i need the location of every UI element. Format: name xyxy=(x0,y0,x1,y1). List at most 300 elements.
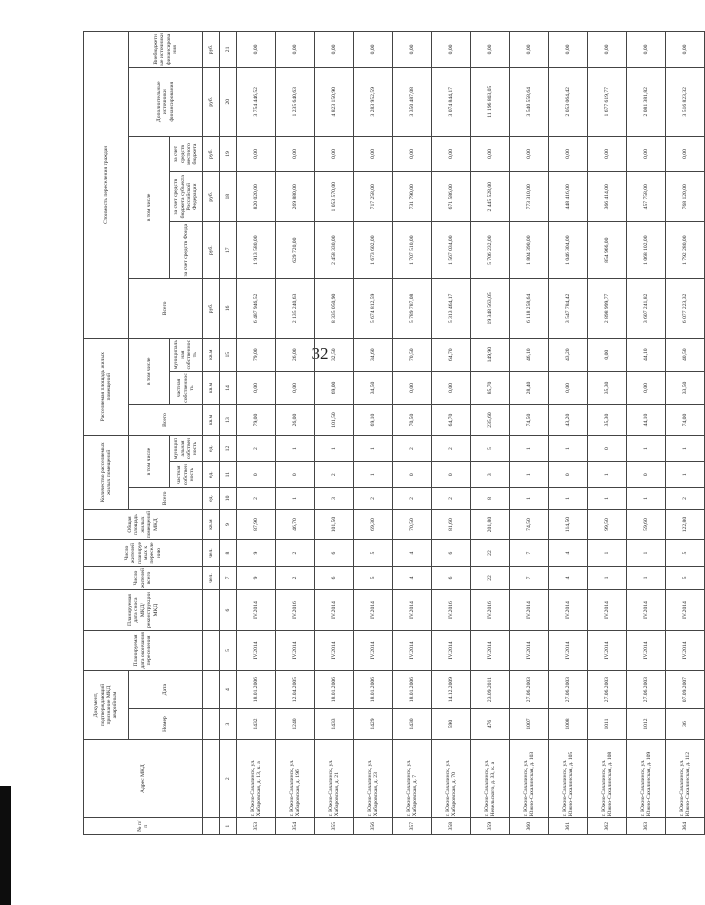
cell-c-fund: 854 966,00 xyxy=(588,222,627,279)
cell-area: 99,50 xyxy=(588,509,627,540)
cell-r-mun: 5 xyxy=(471,435,510,461)
cell-reloc: IV.2014 xyxy=(588,630,627,670)
cell-r-mun: 1 xyxy=(276,435,315,461)
cell-demol: IV.2016 xyxy=(471,590,510,630)
cell-doc-date: 18.01.2006 xyxy=(354,671,393,709)
cell-r-mun: 1 xyxy=(549,435,588,461)
column-number-cell: 10 xyxy=(220,488,237,509)
cell-demol: IV.2014 xyxy=(588,590,627,630)
cell-c-fund: 5 706 232,00 xyxy=(471,222,510,279)
cell-ar-mun: 46,10 xyxy=(510,338,549,371)
cell-r-priv: 1 xyxy=(354,462,393,488)
column-number-row xyxy=(220,32,237,835)
cell-r-mun: 1 xyxy=(627,435,666,461)
column-number-cell: 3 xyxy=(220,709,237,740)
cell-r-mun: 2 xyxy=(432,435,471,461)
header-fund: за счет средств Фонда xyxy=(170,222,203,279)
column-number-cell: 12 xyxy=(220,435,237,461)
unit-cell: руб. xyxy=(203,279,220,338)
cell-ar-total: 26,00 xyxy=(276,405,315,436)
cell-ar-mun: 43,20 xyxy=(549,338,588,371)
cell-area: 69,30 xyxy=(354,509,393,540)
cell-c-reg: 2 445 528,00 xyxy=(471,172,510,222)
cell-res-plan: 1 xyxy=(588,540,627,566)
cell-c-local: 0,00 xyxy=(354,136,393,172)
cell-r-priv: 0 xyxy=(549,462,588,488)
cell-r-priv: 0 xyxy=(627,462,666,488)
cell-r-priv: 0 xyxy=(393,462,432,488)
header-cost-in-that: в том числе xyxy=(129,136,170,279)
cell-res: 4 xyxy=(549,566,588,590)
cell-n: 356 xyxy=(354,818,393,835)
cell-res: 1 xyxy=(627,566,666,590)
cell-c-reg: 820 020,00 xyxy=(237,172,276,222)
cell-c-excess: 0,00 xyxy=(393,32,432,68)
cell-doc-no: 1240 xyxy=(276,709,315,740)
cell-res-plan: 7 xyxy=(510,540,549,566)
cell-c-excess: 0,00 xyxy=(627,32,666,68)
cell-c-local: 0,00 xyxy=(627,136,666,172)
cell-c-total: 2 898 999,77 xyxy=(588,279,627,338)
column-number-cell: 1 xyxy=(220,818,237,835)
header-planned-relocation: Планируемая дата окончания переселения xyxy=(84,630,203,670)
cell-ar-total: 43,20 xyxy=(549,405,588,436)
rotated-table-stage xyxy=(83,31,691,835)
cell-c-excess: 0,00 xyxy=(276,32,315,68)
cell-c-total: 3 547 784,42 xyxy=(549,279,588,338)
cell-doc-no: 476 xyxy=(471,709,510,740)
cell-ar-priv: 0,00 xyxy=(627,371,666,404)
cell-c-fund: 1 804 390,00 xyxy=(510,222,549,279)
unit-cell: кв.м xyxy=(203,509,220,540)
cell-ar-mun: 0,00 xyxy=(588,338,627,371)
cell-c-excess: 0,00 xyxy=(354,32,393,68)
cell-reloc: IV.2014 xyxy=(471,630,510,670)
cell-address: г. Южно-Сахалинск, ул. Хабаровская, д. 23 xyxy=(354,739,393,817)
cell-r-mun: 1 xyxy=(666,435,705,461)
cell-c-total: 2 135 240,63 xyxy=(276,279,315,338)
unit-cell xyxy=(203,739,220,817)
cell-area: 122,80 xyxy=(666,509,705,540)
cell-demol: IV.2016 xyxy=(276,590,315,630)
column-number-cell: 7 xyxy=(220,566,237,590)
cell-c-total: 5 674 812,59 xyxy=(354,279,393,338)
cell-doc-date: 18.01.2006 xyxy=(237,671,276,709)
cell-c-total: 6 118 258,64 xyxy=(510,279,549,338)
cell-ar-priv: 0,00 xyxy=(276,371,315,404)
header-cost-total: Всего xyxy=(129,279,203,338)
cell-c-local: 0,00 xyxy=(549,136,588,172)
cell-res: 7 xyxy=(510,566,549,590)
column-number-cell: 8 xyxy=(220,540,237,566)
cell-n: 362 xyxy=(588,818,627,835)
header-total-area: Общая площадь жилых помещений МКД xyxy=(84,509,203,540)
cell-ar-mun: 32,50 xyxy=(315,338,354,371)
cell-res: 6 xyxy=(432,566,471,590)
cell-doc-no: 1432 xyxy=(237,709,276,740)
cell-r-priv: 1 xyxy=(510,462,549,488)
cell-address: г. Южно-Сахалинск, ул. Невельского, д. 33, к. а xyxy=(471,739,510,817)
cell-doc-date: 23.09.2011 xyxy=(471,671,510,709)
cell-res-plan: 9 xyxy=(237,540,276,566)
unit-cell: кв.м xyxy=(203,405,220,436)
cell-rooms: 1 xyxy=(627,488,666,509)
table-row xyxy=(432,32,471,835)
cell-r-mun: 2 xyxy=(393,435,432,461)
cell-n: 355 xyxy=(315,818,354,835)
cell-reloc: IV.2014 xyxy=(393,630,432,670)
cell-c-excess: 0,00 xyxy=(588,32,627,68)
cell-c-reg: 717 258,00 xyxy=(354,172,393,222)
column-number-cell: 18 xyxy=(220,172,237,222)
cell-c-reg: 768 120,00 xyxy=(666,172,705,222)
column-number-cell: 19 xyxy=(220,136,237,172)
cell-res: 9 xyxy=(237,566,276,590)
cell-c-total: 3 607 241,82 xyxy=(627,279,666,338)
cell-area: 201,80 xyxy=(471,509,510,540)
cell-doc-date: 27.06.2003 xyxy=(588,671,627,709)
cell-ar-mun: 70,50 xyxy=(393,338,432,371)
cell-ar-priv: 34,50 xyxy=(354,371,393,404)
cell-demol: IV.2014 xyxy=(510,590,549,630)
table-row xyxy=(510,32,549,835)
cell-res: 1 xyxy=(588,566,627,590)
cell-r-mun: 1 xyxy=(354,435,393,461)
column-number-cell: 2 xyxy=(220,739,237,817)
cell-res-plan: 5 xyxy=(666,540,705,566)
cell-area: 74,50 xyxy=(510,509,549,540)
cell-c-fund: 629 720,00 xyxy=(276,222,315,279)
page-number: 32 xyxy=(311,344,329,363)
header-rooms-private: частная собственность xyxy=(170,462,203,488)
cell-n: 354 xyxy=(276,818,315,835)
unit-cell: ед. xyxy=(203,435,220,461)
cell-c-reg: 773 310,00 xyxy=(510,172,549,222)
cell-c-total: 8 335 050,90 xyxy=(315,279,354,338)
cell-c-reg: 269 880,00 xyxy=(276,172,315,222)
header-area-municipal: муниципальная собственность xyxy=(170,338,203,371)
header-document: Документ, подтверждающий признание МКД аварийным xyxy=(84,671,129,740)
cell-ar-mun: 79,00 xyxy=(237,338,276,371)
cell-demol: IV.2014 xyxy=(354,590,393,630)
column-number-cell: 16 xyxy=(220,279,237,338)
cell-address: г. Южно-Сахалинск, ул. Хабаровская, д. 19б xyxy=(276,739,315,817)
cell-c-fund: 1 068 102,00 xyxy=(627,222,666,279)
column-number-cell: 6 xyxy=(220,590,237,630)
cell-c-extra: 3 516 823,32 xyxy=(666,67,705,136)
table-row xyxy=(471,32,510,835)
cell-doc-no: 36 xyxy=(666,709,705,740)
cell-demol: IV.2014 xyxy=(666,590,705,630)
header-excess: Внебюджетные источники финансирования xyxy=(129,32,203,68)
header-cost: Стоимость переселения граждан xyxy=(84,32,129,339)
cell-ar-priv: 28,40 xyxy=(510,371,549,404)
cell-doc-date: 18.01.2006 xyxy=(315,671,354,709)
cell-c-extra: 3 283 952,59 xyxy=(354,67,393,136)
header-doc-number: Номер xyxy=(129,709,203,740)
column-number-cell: 20 xyxy=(220,67,237,136)
cell-res: 22 xyxy=(471,566,510,590)
unit-cell: руб. xyxy=(203,172,220,222)
cell-ar-total: 69,10 xyxy=(354,405,393,436)
cell-r-priv: 0 xyxy=(432,462,471,488)
cell-c-excess: 0,00 xyxy=(666,32,705,68)
header-planned-demolition: Планируемая дата сноса МКД/реконструкции МКД xyxy=(84,590,203,630)
cell-rooms: 1 xyxy=(588,488,627,509)
cell-ar-total: 74,00 xyxy=(666,405,705,436)
table-body xyxy=(237,32,705,835)
cell-n: 361 xyxy=(549,818,588,835)
cell-n: 358 xyxy=(432,818,471,835)
cell-ar-priv: 0,00 xyxy=(549,371,588,404)
header-area-private: частная собственность xyxy=(170,371,203,404)
cell-doc-no: 1011 xyxy=(588,709,627,740)
header-residents: Число жителей всего xyxy=(84,566,203,590)
header-rooms-municipal: муниципальная собственность xyxy=(170,435,203,461)
header-address: Адрес МКД xyxy=(84,739,203,817)
unit-cell: чел. xyxy=(203,540,220,566)
column-number-cell: 9 xyxy=(220,509,237,540)
cell-doc-date: 18.01.2006 xyxy=(393,671,432,709)
cell-c-total: 19 348 563,05 xyxy=(471,279,510,338)
cell-address: г. Южно-Сахалинск, ул. Хабаровская, д. 70 xyxy=(432,739,471,817)
cell-c-fund: 1 707 510,00 xyxy=(393,222,432,279)
cell-demol: IV.2014 xyxy=(393,590,432,630)
cell-ar-total: 79,00 xyxy=(237,405,276,436)
cell-c-fund: 1 046 304,00 xyxy=(549,222,588,279)
cell-area: 81,60 xyxy=(432,509,471,540)
cell-reloc: IV.2014 xyxy=(315,630,354,670)
cell-address: г. Южно-Сахалинск, ул. Хабаровская, д. 7 xyxy=(393,739,432,817)
header-area-relocated: Расселяемая площадь жилых помещений xyxy=(84,338,129,435)
unit-cell: руб. xyxy=(203,136,220,172)
cell-c-local: 0,00 xyxy=(510,136,549,172)
cell-res-plan: 4 xyxy=(549,540,588,566)
unit-cell: ед. xyxy=(203,488,220,509)
cell-ar-priv: 69,00 xyxy=(315,371,354,404)
unit-cell: чел. xyxy=(203,566,220,590)
cell-c-reg: 731 790,00 xyxy=(393,172,432,222)
table-row xyxy=(393,32,432,835)
header-area-in-that: в том числе xyxy=(129,338,170,405)
cell-c-local: 0,00 xyxy=(237,136,276,172)
cell-res-plan: 2 xyxy=(276,540,315,566)
cell-ar-priv: 33,50 xyxy=(666,371,705,404)
cell-res-plan: 6 xyxy=(315,540,354,566)
cell-doc-no: 1012 xyxy=(627,709,666,740)
cell-res: 5 xyxy=(354,566,393,590)
unit-cell: руб. xyxy=(203,32,220,68)
cell-area: 87,90 xyxy=(237,509,276,540)
scan-edge-bar xyxy=(0,786,11,905)
cell-c-reg: 457 758,00 xyxy=(627,172,666,222)
cell-c-extra: 1 677 619,77 xyxy=(588,67,627,136)
cell-res-plan: 1 xyxy=(627,540,666,566)
table-row xyxy=(237,32,276,835)
cell-doc-date: 14.12.2009 xyxy=(432,671,471,709)
cell-c-excess: 0,00 xyxy=(549,32,588,68)
unit-cell xyxy=(203,709,220,740)
cell-c-reg: 366 414,00 xyxy=(588,172,627,222)
cell-c-total: 6 077 223,32 xyxy=(666,279,705,338)
cell-n: 364 xyxy=(666,818,705,835)
cell-c-extra: 1 235 640,63 xyxy=(276,67,315,136)
cell-r-priv: 0 xyxy=(237,462,276,488)
cell-r-mun: 1 xyxy=(315,435,354,461)
cell-doc-date: 27.06.2003 xyxy=(510,671,549,709)
header-num: № п/п xyxy=(84,818,203,835)
cell-res-plan: 5 xyxy=(354,540,393,566)
cell-rooms: 2 xyxy=(393,488,432,509)
cell-c-fund: 1 792 280,00 xyxy=(666,222,705,279)
header-local: за счет средств местного бюджета xyxy=(170,136,203,172)
cell-reloc: IV.2014 xyxy=(510,630,549,670)
cell-ar-total: 44,10 xyxy=(627,405,666,436)
table-row xyxy=(276,32,315,835)
column-number-cell: 17 xyxy=(220,222,237,279)
unit-cell xyxy=(203,630,220,670)
cell-c-local: 0,00 xyxy=(315,136,354,172)
cell-demol: IV.2014 xyxy=(549,590,588,630)
column-number-cell: 13 xyxy=(220,405,237,436)
cell-demol: IV.2014 xyxy=(627,590,666,630)
cell-r-priv: 2 xyxy=(315,462,354,488)
cell-area: 70,50 xyxy=(393,509,432,540)
header-extra: Дополнительные источники финансирования xyxy=(129,67,203,136)
cell-r-priv: 3 xyxy=(471,462,510,488)
cell-ar-mun: 64,70 xyxy=(432,338,471,371)
cell-c-extra: 3 074 844,17 xyxy=(432,67,471,136)
cell-res-plan: 22 xyxy=(471,540,510,566)
cell-address: г. Южно-Сахалинск, ул. Хабаровская, д. 13, к. а xyxy=(237,739,276,817)
cell-ar-mun: 149,90 xyxy=(471,338,510,371)
cell-address: г. Южно-Сахалинск, ул. Южно-Сахалинская, д. 108 xyxy=(588,739,627,817)
cell-ar-priv: 85,70 xyxy=(471,371,510,404)
unit-cell: кв.м xyxy=(203,338,220,371)
header-rooms-total: Всего xyxy=(129,488,203,509)
cell-c-fund: 1 913 580,00 xyxy=(237,222,276,279)
cell-doc-no: 1433 xyxy=(315,709,354,740)
cell-reloc: IV.2014 xyxy=(432,630,471,670)
cell-c-local: 0,00 xyxy=(393,136,432,172)
unit-cell xyxy=(203,590,220,630)
cell-ar-total: 74,50 xyxy=(510,405,549,436)
cell-c-excess: 0,00 xyxy=(237,32,276,68)
column-number-cell: 11 xyxy=(220,462,237,488)
cell-reloc: IV.2014 xyxy=(276,630,315,670)
cell-demol: IV.2014 xyxy=(237,590,276,630)
cell-c-excess: 0,00 xyxy=(471,32,510,68)
cell-reloc: IV.2014 xyxy=(237,630,276,670)
unit-cell xyxy=(203,818,220,835)
header-doc-date: Дата xyxy=(129,671,203,709)
column-number-cell: 21 xyxy=(220,32,237,68)
table-row xyxy=(354,32,393,835)
cell-r-priv: 1 xyxy=(666,462,705,488)
cell-doc-no: 590 xyxy=(432,709,471,740)
cell-rooms: 8 xyxy=(471,488,510,509)
cell-c-extra: 3 540 558,64 xyxy=(510,67,549,136)
cell-c-reg: 448 416,00 xyxy=(549,172,588,222)
cell-reloc: IV.2014 xyxy=(354,630,393,670)
unit-cell xyxy=(203,671,220,709)
header-area-total: Всего xyxy=(129,405,203,436)
cell-ar-priv: 0,00 xyxy=(393,371,432,404)
cell-n: 353 xyxy=(237,818,276,835)
cell-rooms: 2 xyxy=(237,488,276,509)
cell-c-reg: 671 586,00 xyxy=(432,172,471,222)
cell-ar-mun: 44,10 xyxy=(627,338,666,371)
cell-address: г. Южно-Сахалинск, ул. Хабаровская, д. 21 xyxy=(315,739,354,817)
unit-cell: руб. xyxy=(203,67,220,136)
table-row xyxy=(315,32,354,835)
unit-cell: кв.м xyxy=(203,371,220,404)
cell-ar-priv: 0,00 xyxy=(237,371,276,404)
cell-rooms: 2 xyxy=(354,488,393,509)
cell-res: 2 xyxy=(276,566,315,590)
cell-c-extra: 3 350 487,08 xyxy=(393,67,432,136)
cell-r-mun: 0 xyxy=(588,435,627,461)
cell-c-reg: 1 053 570,00 xyxy=(315,172,354,222)
cell-area: 59,60 xyxy=(627,509,666,540)
relocation-table xyxy=(83,31,705,835)
cell-ar-total: 70,50 xyxy=(393,405,432,436)
cell-res-plan: 4 xyxy=(393,540,432,566)
cell-c-local: 0,00 xyxy=(276,136,315,172)
unit-cell: руб. xyxy=(203,222,220,279)
cell-area: 46,70 xyxy=(276,509,315,540)
cell-doc-no: 1430 xyxy=(393,709,432,740)
table-row xyxy=(666,32,705,835)
cell-r-priv: 0 xyxy=(276,462,315,488)
cell-ar-total: 35,30 xyxy=(588,405,627,436)
cell-n: 359 xyxy=(471,818,510,835)
cell-c-extra: 3 754 446,52 xyxy=(237,67,276,136)
header-residents-planned: Число жителей планируемых к переселению xyxy=(84,540,203,566)
cell-rooms: 2 xyxy=(666,488,705,509)
cell-c-extra: 11 196 803,05 xyxy=(471,67,510,136)
cell-ar-priv: 0,00 xyxy=(432,371,471,404)
cell-c-excess: 0,00 xyxy=(510,32,549,68)
header-rooms-in-that: в том числе xyxy=(129,435,170,487)
cell-res: 6 xyxy=(315,566,354,590)
cell-n: 363 xyxy=(627,818,666,835)
table-row xyxy=(588,32,627,835)
cell-doc-date: 12.04.2005 xyxy=(276,671,315,709)
cell-doc-date: 27.06.2003 xyxy=(627,671,666,709)
table-row xyxy=(627,32,666,835)
cell-reloc: IV.2014 xyxy=(549,630,588,670)
cell-doc-date: 27.06.2003 xyxy=(549,671,588,709)
cell-doc-no: 1007 xyxy=(510,709,549,740)
cell-rooms: 1 xyxy=(276,488,315,509)
column-number-cell: 15 xyxy=(220,338,237,371)
cell-ar-priv: 35,30 xyxy=(588,371,627,404)
cell-ar-total: 64,70 xyxy=(432,405,471,436)
cell-ar-total: 101,50 xyxy=(315,405,354,436)
cell-c-fund: 1 567 034,00 xyxy=(432,222,471,279)
cell-c-total: 5 313 464,17 xyxy=(432,279,471,338)
units-row xyxy=(203,32,220,835)
cell-rooms: 2 xyxy=(432,488,471,509)
column-number-cell: 14 xyxy=(220,371,237,404)
cell-rooms: 1 xyxy=(510,488,549,509)
cell-c-excess: 0,00 xyxy=(432,32,471,68)
cell-c-total: 5 789 787,08 xyxy=(393,279,432,338)
cell-ar-mun: 26,00 xyxy=(276,338,315,371)
cell-c-fund: 2 458 330,00 xyxy=(315,222,354,279)
cell-doc-no: 1008 xyxy=(549,709,588,740)
